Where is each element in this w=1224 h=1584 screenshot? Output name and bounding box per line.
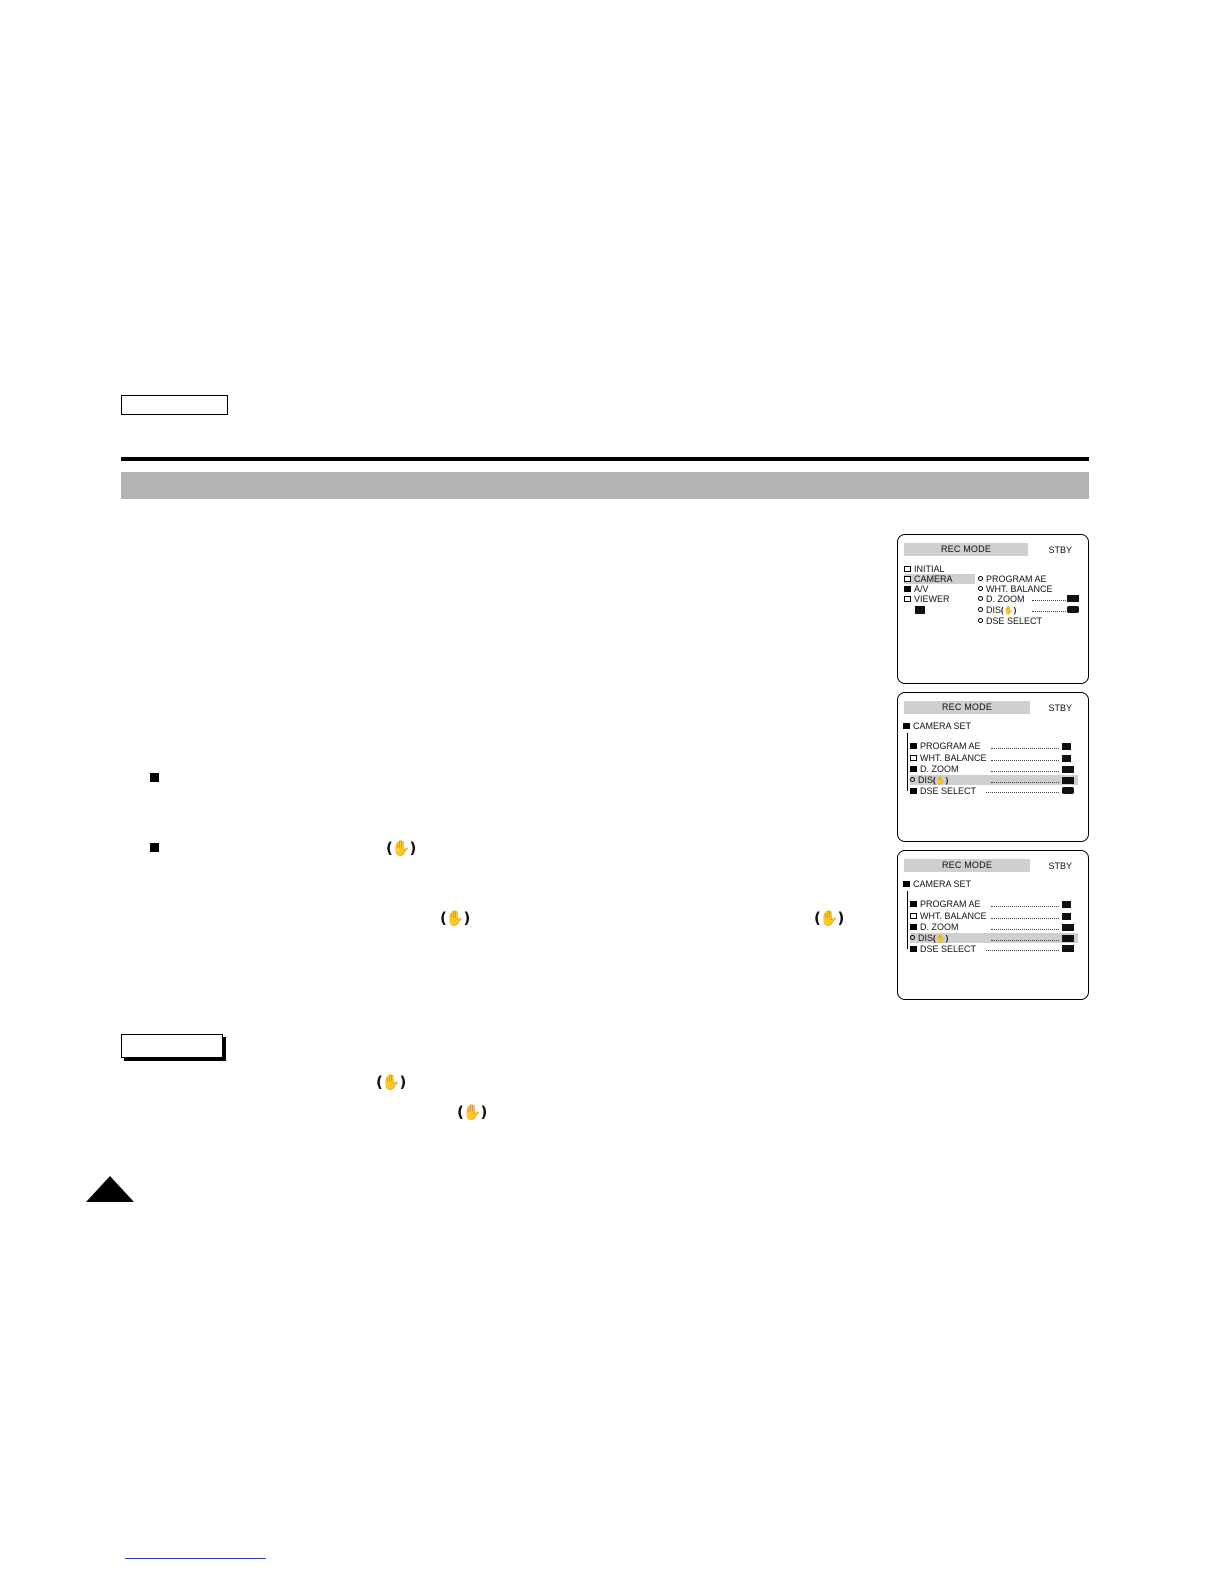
- menu-label: INITIAL: [914, 564, 945, 574]
- camera-item-wht-balance: [910, 911, 987, 921]
- memory-card-icon: [915, 606, 925, 614]
- submenu-item-program-ae: [978, 574, 1047, 584]
- leader-dots: [991, 760, 1059, 761]
- leader-dots: [986, 950, 1059, 951]
- item-label: DIS: [918, 775, 934, 785]
- folder-icon: [910, 901, 917, 907]
- leader-dots: [991, 782, 1059, 783]
- screen-header: REC MODE: [904, 543, 1028, 556]
- setting-value-box: [1062, 945, 1074, 952]
- camera-set-title: [903, 879, 971, 889]
- screen-header: REC MODE: [904, 859, 1030, 872]
- folder-icon: [910, 913, 917, 919]
- setting-value-box: [1062, 766, 1074, 773]
- setting-value-box: [1067, 606, 1079, 613]
- folder-open-icon: [904, 576, 911, 582]
- folder-icon: [910, 946, 917, 952]
- folder-icon: [910, 766, 917, 772]
- item-label: WHT. BALANCE: [920, 911, 987, 921]
- folder-icon: [904, 586, 911, 592]
- note-box: [121, 1034, 223, 1058]
- camera-item-dis: [910, 933, 1078, 943]
- tree-line: [907, 891, 908, 949]
- setting-value-box: [1067, 595, 1079, 602]
- camera-item-dse-select: [910, 944, 976, 954]
- item-label: WHT. BALANCE: [920, 753, 987, 763]
- setting-value-box: [1062, 777, 1074, 784]
- hand-shake-icon: (✋): [376, 1073, 406, 1091]
- camera-item-dse-select: [910, 786, 976, 796]
- circle-icon: [910, 935, 915, 940]
- footer-link-underline[interactable]: [125, 1558, 266, 1559]
- submenu-label: DSE SELECT: [986, 616, 1043, 626]
- title-label: CAMERA SET: [913, 721, 972, 731]
- header-rule: [121, 457, 1089, 461]
- item-label: DSE SELECT: [920, 786, 977, 796]
- folder-icon: [910, 755, 917, 761]
- osd-screen-menu: [897, 534, 1089, 684]
- circle-icon: [978, 618, 983, 623]
- screen-header: REC MODE: [904, 701, 1030, 714]
- osd-screen-camera-set: [897, 692, 1089, 842]
- bullet-square-icon: [150, 843, 159, 852]
- hand-shake-icon: (✋): [457, 1103, 487, 1121]
- menu-label: VIEWER: [914, 594, 950, 604]
- submenu-label: DIS: [986, 605, 1002, 615]
- submenu-item-wht-balance: [978, 584, 1053, 594]
- tree-line: [907, 733, 908, 791]
- hand-shake-icon: (✋): [933, 934, 949, 943]
- circle-icon: [978, 596, 983, 601]
- camera-item-program-ae: [910, 741, 981, 751]
- setting-value-box: [1062, 913, 1071, 920]
- camera-item-dis: [910, 775, 1078, 785]
- hand-shake-icon: (✋): [933, 776, 949, 785]
- folder-icon: [910, 788, 917, 794]
- item-label: PROGRAM AE: [920, 741, 981, 751]
- circle-icon: [978, 607, 983, 612]
- menu-item-camera: [904, 574, 975, 584]
- item-label: D. ZOOM: [920, 764, 959, 774]
- setting-value-box: [1062, 924, 1074, 931]
- setting-value-box: [1062, 901, 1071, 908]
- hand-shake-icon: (✋): [814, 909, 844, 927]
- hand-shake-icon: (✋): [1001, 606, 1017, 615]
- leader-dots: [991, 748, 1059, 749]
- title-band: [121, 472, 1089, 499]
- bullet-square-icon: [150, 773, 159, 782]
- screen-status: STBY: [1048, 703, 1072, 713]
- camera-item-d-zoom: [910, 922, 959, 932]
- leader-dots: [1032, 611, 1066, 612]
- submenu-label: D. ZOOM: [986, 594, 1025, 604]
- setting-value-box: [1062, 743, 1071, 750]
- setting-value-box: [1062, 787, 1074, 794]
- camera-item-d-zoom: [910, 764, 959, 774]
- item-label: DSE SELECT: [920, 944, 977, 954]
- hand-shake-icon: (✋): [386, 839, 416, 857]
- section-tag-box: [121, 395, 228, 415]
- title-label: CAMERA SET: [913, 879, 972, 889]
- menu-label: CAMERA: [914, 574, 953, 584]
- menu-item-initial: [904, 564, 945, 574]
- warning-triangle-icon: [86, 1176, 134, 1202]
- item-label: PROGRAM AE: [920, 899, 981, 909]
- submenu-label: WHT. BALANCE: [986, 584, 1053, 594]
- camera-item-wht-balance: [910, 753, 987, 763]
- circle-icon: [978, 586, 983, 591]
- leader-dots: [986, 792, 1059, 793]
- folder-icon: [910, 924, 917, 930]
- screen-status: STBY: [1048, 545, 1072, 555]
- submenu-label: PROGRAM AE: [986, 574, 1047, 584]
- leader-dots: [991, 929, 1059, 930]
- circle-icon: [910, 777, 915, 782]
- submenu-item-dis: [978, 605, 1016, 615]
- leader-dots: [991, 771, 1059, 772]
- leader-dots: [991, 918, 1059, 919]
- submenu-item-dse-select: [978, 616, 1042, 626]
- leader-dots: [991, 940, 1059, 941]
- item-label: DIS: [918, 933, 934, 943]
- camera-set-title: [903, 721, 971, 731]
- submenu-item-d-zoom: [978, 594, 1025, 604]
- hand-shake-icon: (✋): [440, 909, 470, 927]
- osd-screen-camera-set-2: [897, 850, 1089, 1000]
- setting-value-box: [1062, 935, 1074, 942]
- leader-dots: [1032, 600, 1066, 601]
- camera-item-program-ae: [910, 899, 981, 909]
- folder-icon: [904, 566, 911, 572]
- circle-icon: [978, 576, 983, 581]
- folder-icon: [904, 596, 911, 602]
- screen-status: STBY: [1048, 861, 1072, 871]
- folder-icon: [910, 743, 917, 749]
- item-label: D. ZOOM: [920, 922, 959, 932]
- menu-item-av: [904, 584, 929, 594]
- menu-label: A/V: [914, 584, 929, 594]
- menu-item-viewer: [904, 594, 950, 604]
- folder-icon: [903, 723, 910, 729]
- folder-icon: [903, 881, 910, 887]
- setting-value-box: [1062, 755, 1071, 762]
- leader-dots: [991, 906, 1059, 907]
